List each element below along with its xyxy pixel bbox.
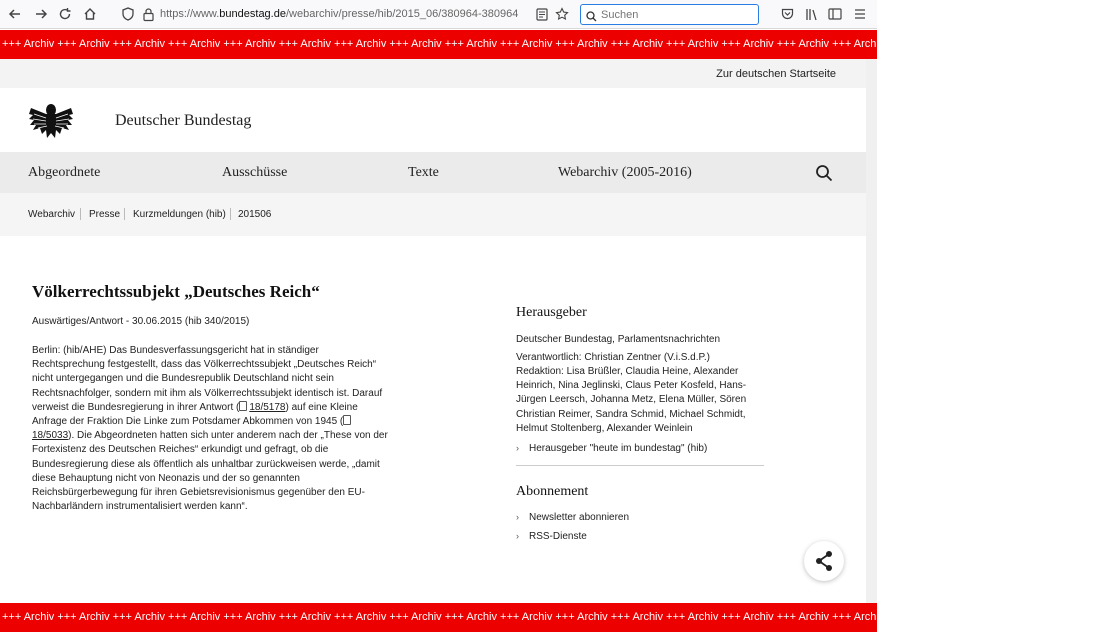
reader-icon[interactable] bbox=[533, 5, 551, 23]
chevron-right-icon: › bbox=[516, 512, 519, 522]
chevron-right-icon: › bbox=[516, 531, 519, 541]
article-body-part-1: Berlin: (hib/AHE) Das Bundesverfassungsgericht hat in ständiger Rechtsprechung festgestellt, dass das Völkerrechtssubjekt „Deutsches Reich“ nicht untergegangen und die Bundesrepublik Deutschland nicht sein Rechtsnachfolger, sondern mit ihm als Völkerrechtssubjekt identisch ist. Darauf verweist die Bundesregierung in ihrer Antwort ( bbox=[32, 345, 383, 413]
chevron-right-icon: › bbox=[516, 443, 519, 453]
url-path: /webarchiv/presse/hib/2015_06/380964-380964 bbox=[285, 8, 519, 20]
breadcrumb-presse[interactable]: Presse bbox=[89, 209, 121, 220]
breadcrumb-separator bbox=[80, 208, 81, 220]
top-link-bar bbox=[0, 59, 866, 88]
site-title[interactable]: Deutscher Bundestag bbox=[115, 112, 252, 129]
eagle-logo-icon[interactable] bbox=[28, 100, 74, 140]
publisher-link[interactable] bbox=[516, 443, 707, 454]
publisher-responsible: Verantwortlich: Christian Zentner (V.i.S.d.P.) bbox=[516, 352, 710, 363]
subscription-heading: Abonnement bbox=[516, 484, 589, 499]
page-scrollbar[interactable] bbox=[866, 59, 877, 603]
article-title: Völkerrechtssubjekt „Deutsches Reich“ bbox=[32, 282, 320, 301]
document-icon bbox=[239, 401, 247, 411]
menu-icon[interactable] bbox=[851, 5, 869, 23]
newsletter-link-label: Newsletter abonnieren bbox=[529, 512, 630, 523]
url-prefix: https://www. bbox=[160, 8, 220, 20]
article-body-part-3: ). Die Abgeordneten hatten sich unter anderem nach der „These von der Fortexistenz des Deutschen Reiches“ erkundigt und gefragt, ob die Bundesregierung diese als öffentlich als unhaltbar zurückweisen werde, „damit diese Behauptung nicht von Neonazis und der so genannten Reichsbürgerbewegung für ihren Gebietsrevisionismus gegenüber den EU-Nachbarländern instrumentalisiert werden kann“. bbox=[32, 430, 388, 513]
address-bar[interactable] bbox=[160, 8, 518, 20]
breadcrumb-separator bbox=[124, 208, 125, 220]
nav-item-texte[interactable]: Texte bbox=[408, 165, 439, 180]
breadcrumb-kurzmeldungen[interactable]: Kurzmeldungen (hib) bbox=[133, 209, 226, 220]
nav-item-webarchiv[interactable]: Webarchiv (2005-2016) bbox=[558, 165, 692, 180]
article-body bbox=[32, 344, 392, 514]
site-header bbox=[0, 88, 866, 152]
breadcrumb-webarchiv[interactable]: Webarchiv bbox=[28, 209, 76, 220]
nav-item-abgeordnete[interactable]: Abgeordnete bbox=[28, 165, 101, 180]
nav-item-ausschuesse[interactable]: Ausschüsse bbox=[222, 165, 288, 180]
home-icon[interactable] bbox=[81, 5, 99, 23]
document-icon bbox=[343, 415, 351, 425]
archive-banner-bottom: +++ Archiv +++ Archiv +++ Archiv +++ Archiv +++ Archiv +++ Archiv +++ Archiv +++ Archiv +++ Archiv +++ Archiv +++ Archiv +++ Archiv +++ Archiv +++ Archiv +++ Archiv +++ Archiv +++ Archiv +++ Archiv +++ Archiv +++ Archiv bbox=[0, 603, 877, 632]
publisher-link-label: Herausgeber "heute im bundestag" (hib) bbox=[529, 443, 708, 454]
search-input[interactable] bbox=[601, 7, 751, 22]
share-icon bbox=[804, 541, 844, 581]
archive-banner-top: +++ Archiv +++ Archiv +++ Archiv +++ Archiv +++ Archiv +++ Archiv +++ Archiv +++ Archiv +++ Archiv +++ Archiv +++ Archiv +++ Archiv +++ Archiv +++ Archiv +++ Archiv +++ Archiv +++ Archiv +++ Archiv +++ Archiv +++ Archiv bbox=[0, 30, 877, 59]
aside-divider bbox=[516, 465, 764, 466]
publisher-name: Deutscher Bundestag, Parlamentsnachrichten bbox=[516, 334, 721, 345]
main-navigation bbox=[0, 152, 866, 193]
library-icon[interactable] bbox=[803, 5, 821, 23]
rss-link[interactable] bbox=[516, 531, 587, 542]
article-body-part-2: ) auf eine Kleine Anfrage der Fraktion Die Linke zum Potsdamer Abkommen von 1945 ( bbox=[32, 401, 358, 428]
sidebar-icon[interactable] bbox=[826, 5, 844, 23]
pocket-icon[interactable] bbox=[778, 5, 796, 23]
site-search-icon[interactable] bbox=[815, 164, 833, 182]
share-button[interactable] bbox=[804, 541, 844, 581]
lock-icon[interactable] bbox=[139, 5, 157, 23]
newsletter-link[interactable] bbox=[516, 512, 629, 523]
document-link-18-5033[interactable]: 18/5033 bbox=[32, 430, 69, 442]
search-icon bbox=[586, 9, 597, 27]
reload-icon[interactable] bbox=[56, 5, 74, 23]
german-homepage-link[interactable]: Zur deutschen Startseite bbox=[716, 68, 836, 80]
shield-icon[interactable] bbox=[119, 5, 137, 23]
browser-toolbar bbox=[0, 0, 877, 29]
publisher-editors: Redaktion: Lisa Brüßler, Claudia Heine, Alexander Heinrich, Nina Jeglinski, Claus Peter Kosfeld, Hans-Jürgen Leersch, Johanna Metz, Elena Müller, Sören Christian Reimer, Sandra Schmid, Michael Schmidt, Helmut Stoltenberg, Alexander Weinlein bbox=[516, 366, 747, 434]
rss-link-label: RSS-Dienste bbox=[529, 531, 587, 542]
publisher-heading: Herausgeber bbox=[516, 305, 587, 320]
breadcrumb-201506: 201506 bbox=[238, 209, 272, 220]
breadcrumb bbox=[0, 193, 866, 236]
bookmark-star-icon[interactable] bbox=[553, 5, 571, 23]
forward-icon[interactable] bbox=[32, 5, 50, 23]
article-meta: Auswärtiges/Antwort - 30.06.2015 (hib 340/2015) bbox=[32, 316, 250, 327]
breadcrumb-separator bbox=[230, 208, 231, 220]
main-content bbox=[0, 236, 866, 603]
back-icon[interactable] bbox=[6, 5, 24, 23]
document-link-18-5178[interactable]: 18/5178 bbox=[249, 401, 286, 413]
browser-search-box[interactable] bbox=[580, 4, 759, 25]
url-domain: bundestag.de bbox=[219, 8, 286, 20]
